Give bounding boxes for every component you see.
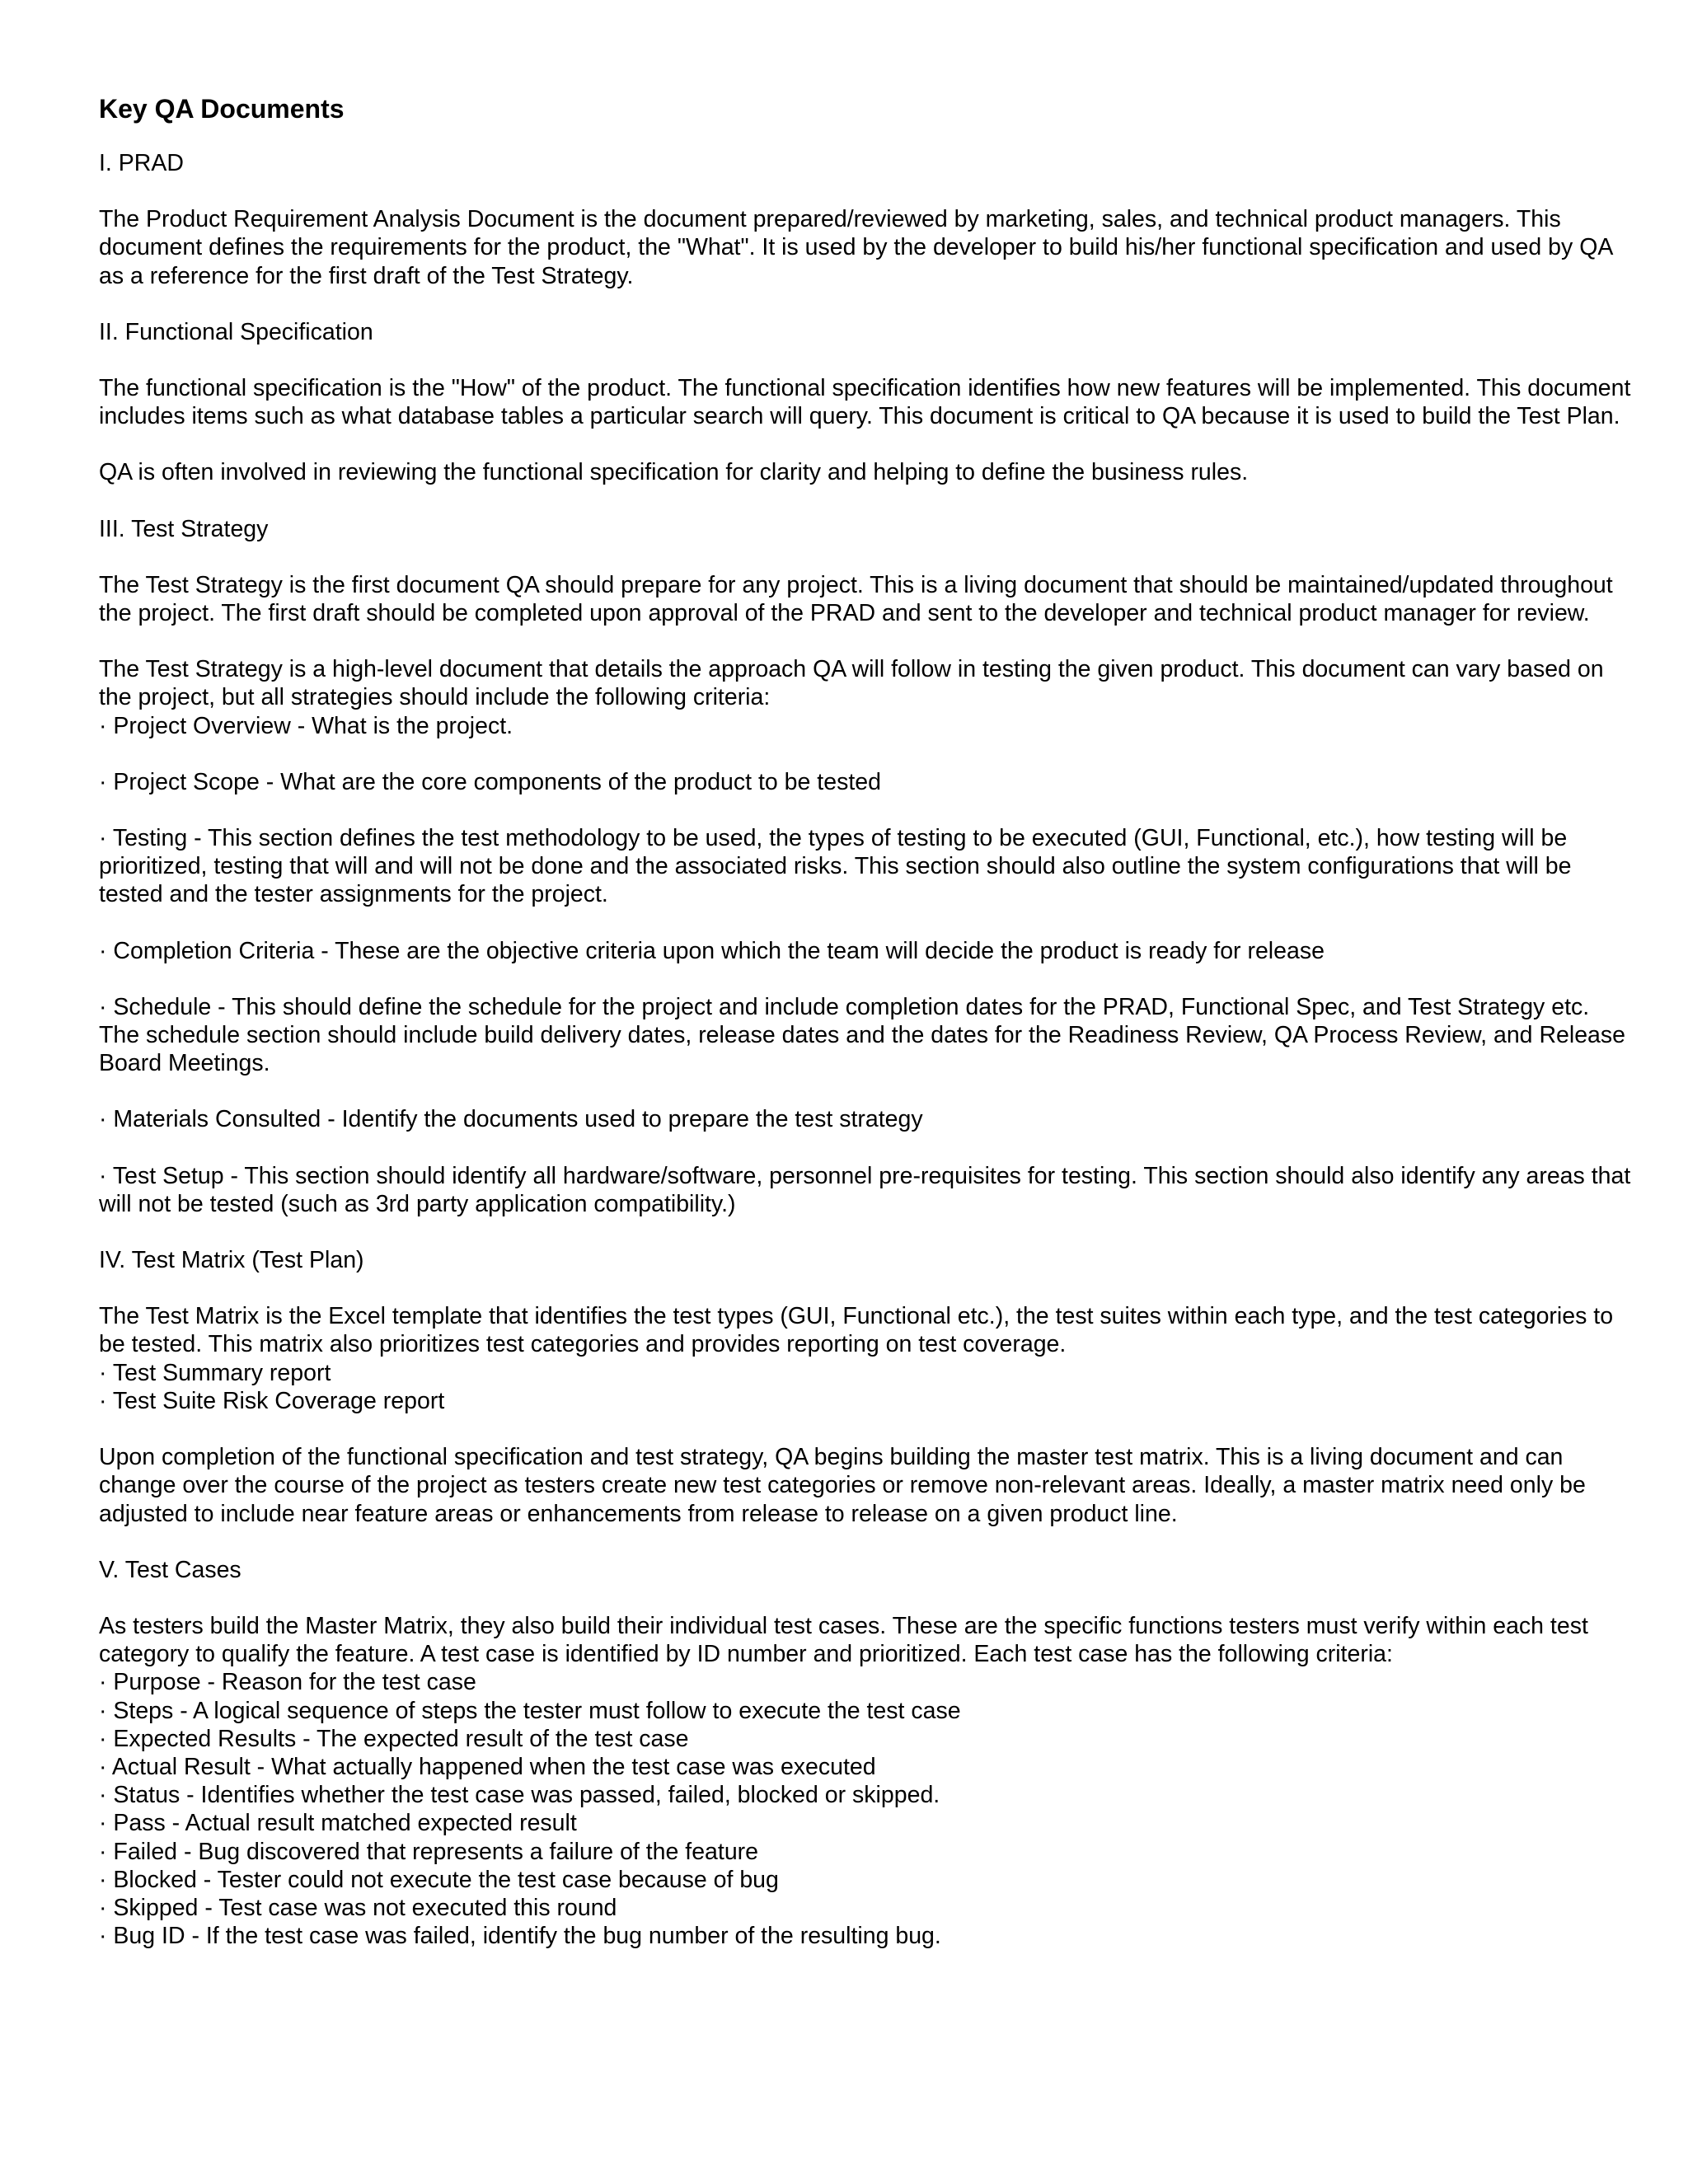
list-item: · Bug ID - If the test case was failed, identify the bug number of the resulting bug.: [99, 1923, 941, 1950]
list-item: · Completion Criteria - These are the objective criteria upon which the team will decide the product is ready for release: [99, 937, 1325, 964]
section-heading-prad: I. PRAD: [99, 150, 184, 176]
list-item: · Testing - This section defines the test methodology to be used, the types of testing to be executed (GUI, Functional, etc.), how testing will be prioritized, testing that will and will not be done and the associated risks. This section should also outline the system configurations that will be tested and the tester assignments for the project.: [99, 825, 1572, 908]
list-item: · Actual Result - What actually happened when the test case was executed: [99, 1753, 876, 1780]
list-item: · Schedule - This should define the schedule for the project and include completion dates for the PRAD, Functional Spec, and Test Strategy etc. The schedule section should include build delivery dates, release dates and the dates for the Readiness Review, QA Process Review, and Release Board Meetings.: [99, 993, 1626, 1077]
list-item: · Materials Consulted - Identify the documents used to prepare the test strategy: [99, 1106, 923, 1133]
section-heading-test-cases: V. Test Cases: [99, 1556, 241, 1583]
list-item: · Skipped - Test case was not executed this round: [99, 1894, 617, 1921]
document-body: [99, 93, 1632, 1950]
list-item: · Test Setup - This section should identify all hardware/software, personnel pre-requisites for testing. This section should also identify any areas that will not be tested (such as 3rd party application compatibility.): [99, 1162, 1631, 1217]
list-item: · Failed - Bug discovered that represents a failure of the feature: [99, 1838, 759, 1865]
list-item: · Test Summary report: [99, 1359, 331, 1386]
test-matrix-paragraph-2: Upon completion of the functional specification and test strategy, QA begins building the master test matrix. This is a living document and can change over the course of the project as testers create new test categories or remove non-relevant areas. Ideally, a master matrix need only be adjusted to include near feature areas or enhancements from release to release on a given product line.: [99, 1444, 1586, 1527]
section-heading-functional-spec: II. Functional Specification: [99, 318, 373, 345]
list-item: · Steps - A logical sequence of steps the tester must follow to execute the test case: [99, 1697, 961, 1724]
list-item: · Status - Identifies whether the test case was passed, failed, blocked or skipped.: [99, 1782, 940, 1809]
section-heading-test-matrix: IV. Test Matrix (Test Plan): [99, 1247, 364, 1274]
test-cases-paragraph-1: As testers build the Master Matrix, they also build their individual test cases. These are the specific functions testers must verify within each test category to qualify the feature. A test case is identified by ID number and prioritized. Each test case has the following criteria:: [99, 1612, 1588, 1668]
test-strategy-paragraph-1: The Test Strategy is the first document QA should prepare for any project. This is a living document that should be maintained/updated throughout the project. The first draft should be completed upon approval of the PRAD and sent to the developer and technical product manager for review.: [99, 571, 1613, 627]
functional-spec-paragraph-1: The functional specification is the "How" of the product. The functional specification identifies how new features will be implemented. This document includes items such as what database tables a particular search will query. This document is critical to QA because it is used to build the Test Plan.: [99, 375, 1631, 430]
list-item: · Project Scope - What are the core components of the product to be tested: [99, 768, 881, 795]
list-item: · Test Suite Risk Coverage report: [99, 1387, 445, 1414]
section-heading-test-strategy: III. Test Strategy: [99, 515, 269, 542]
functional-spec-paragraph-2: QA is often involved in reviewing the functional specification for clarity and helping to define the business rules.: [99, 459, 1249, 486]
test-strategy-paragraph-2: The Test Strategy is a high-level document that details the approach QA will follow in testing the given product. This document can vary based on the project, but all strategies should include the following criteria:: [99, 656, 1604, 711]
list-item: · Purpose - Reason for the test case: [99, 1669, 476, 1696]
list-item: · Pass - Actual result matched expected result: [99, 1810, 577, 1837]
list-item: · Blocked - Tester could not execute the test case because of bug: [99, 1866, 779, 1893]
prad-paragraph: The Product Requirement Analysis Document is the document prepared/reviewed by marketing, sales, and technical product managers. This document defines the requirements for the product, the "What". It is used by the developer to build his/her functional specification and used by QA as a reference for the first draft of the Test Strategy.: [99, 206, 1612, 289]
test-matrix-paragraph-1: The Test Matrix is the Excel template that identifies the test types (GUI, Functional etc.), the test suites within each type, and the test categories to be tested. This matrix also prioritizes test categories and provides reporting on test coverage.: [99, 1303, 1614, 1358]
document-title: Key QA Documents: [99, 94, 345, 124]
list-item: · Project Overview - What is the project.: [99, 712, 513, 739]
list-item: · Expected Results - The expected result of the test case: [99, 1725, 689, 1752]
